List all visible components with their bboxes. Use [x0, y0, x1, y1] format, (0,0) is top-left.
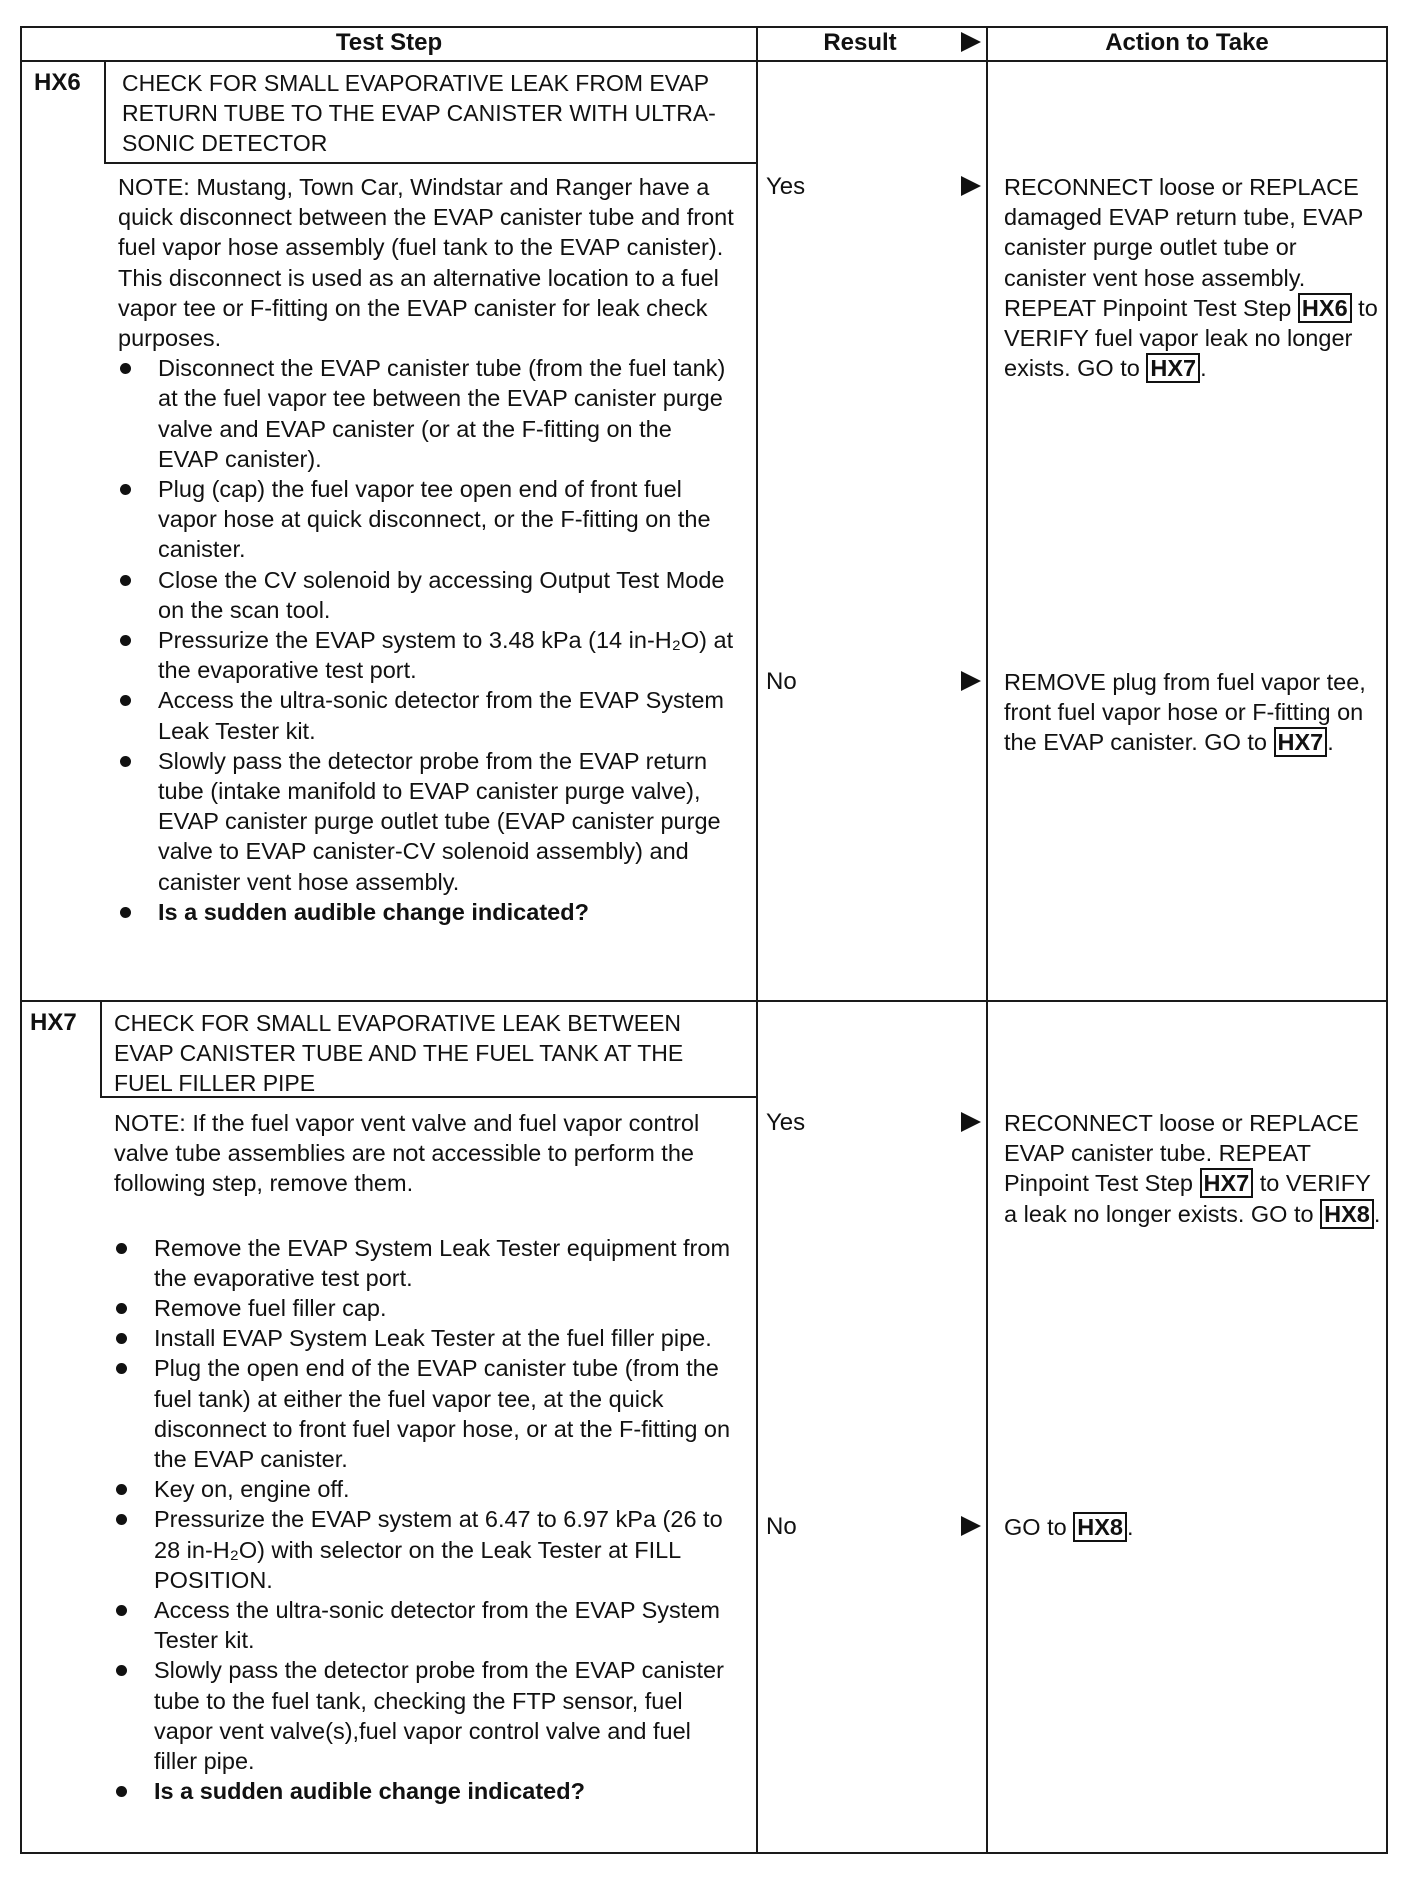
- table-bottom-border: [20, 1852, 1388, 1854]
- step-reference-link[interactable]: HX7: [1146, 353, 1200, 383]
- header-arrow-icon: [961, 32, 981, 52]
- action-text: GO to: [1004, 1514, 1067, 1540]
- table-top-border: [20, 26, 1388, 28]
- step-question: Is a sudden audible change indicated?: [118, 897, 738, 927]
- hx7-id-divider: [100, 1000, 102, 1098]
- action-yes: [1004, 172, 1382, 383]
- action-column-divider: [986, 26, 988, 1854]
- bullet-item: Plug the open end of the EVAP canister tube (from the fuel tank) at either the fuel vapor tee, at the quick disconnect to front fuel vapor hose, or at the F-fitting on the EVAP canister.: [114, 1353, 738, 1474]
- step-note: NOTE: If the fuel vapor vent valve and fuel vapor control valve tube assemblies are not accessible to perform the following step, remove them.: [114, 1110, 700, 1197]
- bullet-item: Pressurize the EVAP system at 6.47 to 6.97 kPa (26 to 28 in-H₂O) with selector on the Leak Tester at FILL POSITION.: [114, 1504, 738, 1595]
- step-id: HX7: [30, 1009, 77, 1036]
- action-text: .: [1126, 1514, 1134, 1540]
- step-reference-link[interactable]: HX8: [1073, 1512, 1127, 1542]
- step-reference-link[interactable]: HX6: [1298, 293, 1352, 323]
- step-question: Is a sudden audible change indicated?: [114, 1776, 738, 1806]
- step-reference-link[interactable]: HX8: [1320, 1199, 1374, 1229]
- bullet-item: Close the CV solenoid by accessing Output Test Mode on the scan tool.: [118, 565, 738, 625]
- result-no: No: [766, 668, 797, 695]
- action-text: .: [1200, 355, 1207, 382]
- action-text: RECONNECT loose or REPLACE EVAP canister tube. REPEAT Pinpoint Test Step: [1004, 1110, 1359, 1197]
- bullet-item: Access the ultra-sonic detector from the EVAP System Leak Tester kit.: [118, 685, 738, 745]
- table-right-border: [1386, 26, 1388, 1854]
- action-text: to VERIFY a leak no longer exists. GO to: [1004, 1170, 1371, 1227]
- header-action: Action to Take: [1105, 29, 1269, 56]
- action-text: .: [1327, 729, 1334, 756]
- step-title: CHECK FOR SMALL EVAPORATIVE LEAK FROM EVAP RETURN TUBE TO THE EVAP CANISTER WITH ULTRA-SONIC DETECTOR: [122, 70, 716, 156]
- action-text: .: [1373, 1200, 1381, 1227]
- step-note: NOTE: Mustang, Town Car, Windstar and Ranger have a quick disconnect between the EVAP canister tube and front fuel vapor hose assembly (fuel tank to the EVAP canister). This disconnect is used as an alternative location to a fuel vapor tee or F-fitting on the EVAP canister for leak check purposes.: [118, 174, 734, 352]
- step-body: [118, 172, 738, 927]
- header-bottom-border: [20, 60, 1388, 62]
- step-bullets: [118, 353, 738, 927]
- bullet-item: Key on, engine off.: [114, 1474, 738, 1504]
- header-test-step: Test Step: [335, 29, 443, 56]
- hx6-title-bottom: [104, 162, 756, 164]
- result-arrow-icon: [961, 1112, 981, 1132]
- result-yes: Yes: [766, 173, 806, 200]
- result-column-divider: [756, 26, 758, 1854]
- result-arrow-icon: [961, 1516, 981, 1536]
- step-bullets: [114, 1233, 738, 1807]
- action-text: RECONNECT loose or REPLACE damaged EVAP return tube, EVAP canister purge outlet tube or canister vent hose assembly. REPEAT Pinpoint Test Step: [1004, 174, 1363, 321]
- bullet-item: Remove the EVAP System Leak Tester equipment from the evaporative test port.: [114, 1233, 738, 1293]
- bullet-item: Install EVAP System Leak Tester at the fuel filler pipe.: [114, 1323, 738, 1353]
- bullet-item: Access the ultra-sonic detector from the EVAP System Tester kit.: [114, 1595, 738, 1655]
- step-id: HX6: [34, 69, 81, 96]
- bullet-item: Pressurize the EVAP system to 3.48 kPa (14 in-H₂O) at the evaporative test port.: [118, 625, 738, 685]
- action-no: [1004, 1512, 1382, 1542]
- bullet-item: Slowly pass the detector probe from the EVAP return tube (intake manifold to EVAP canister purge valve), EVAP canister purge outlet tube (EVAP canister purge valve to EVAP canister-CV solenoid assembly) and canister vent hose assembly.: [118, 746, 738, 897]
- step-title: CHECK FOR SMALL EVAPORATIVE LEAK BETWEEN EVAP CANISTER TUBE AND THE FUEL TANK AT THE FUEL FILLER PIPE: [114, 1010, 684, 1096]
- step-reference-link[interactable]: HX7: [1200, 1168, 1254, 1198]
- action-no: [1004, 667, 1382, 758]
- bullet-item: Remove fuel filler cap.: [114, 1293, 738, 1323]
- action-text: REMOVE plug from fuel vapor tee, front fuel vapor hose or F-fitting on the EVAP canister. GO to: [1004, 669, 1366, 756]
- step-body: [114, 1108, 738, 1806]
- row-divider: [20, 1000, 1388, 1002]
- hx6-id-divider: [104, 60, 106, 164]
- bullet-item: Disconnect the EVAP canister tube (from the fuel tank) at the fuel vapor tee between the EVAP canister purge valve and EVAP canister (or at the F-fitting on the EVAP canister).: [118, 353, 738, 474]
- header-result: Result: [823, 29, 897, 56]
- result-no: No: [766, 1513, 797, 1540]
- bullet-item: Slowly pass the detector probe from the EVAP canister tube to the fuel tank, checking the FTP sensor, fuel vapor vent valve(s),fuel vapor control valve and fuel filler pipe.: [114, 1655, 738, 1776]
- step-reference-link[interactable]: HX7: [1274, 727, 1328, 757]
- action-yes: [1004, 1108, 1382, 1229]
- table-left-border: [20, 26, 22, 1854]
- result-arrow-icon: [961, 671, 981, 691]
- result-arrow-icon: [961, 176, 981, 196]
- bullet-item: Plug (cap) the fuel vapor tee open end of front fuel vapor hose at quick disconnect, or the F-fitting on the canister.: [118, 474, 738, 565]
- result-yes: Yes: [766, 1109, 806, 1136]
- action-text: to VERIFY fuel vapor leak no longer exists. GO to: [1004, 294, 1378, 382]
